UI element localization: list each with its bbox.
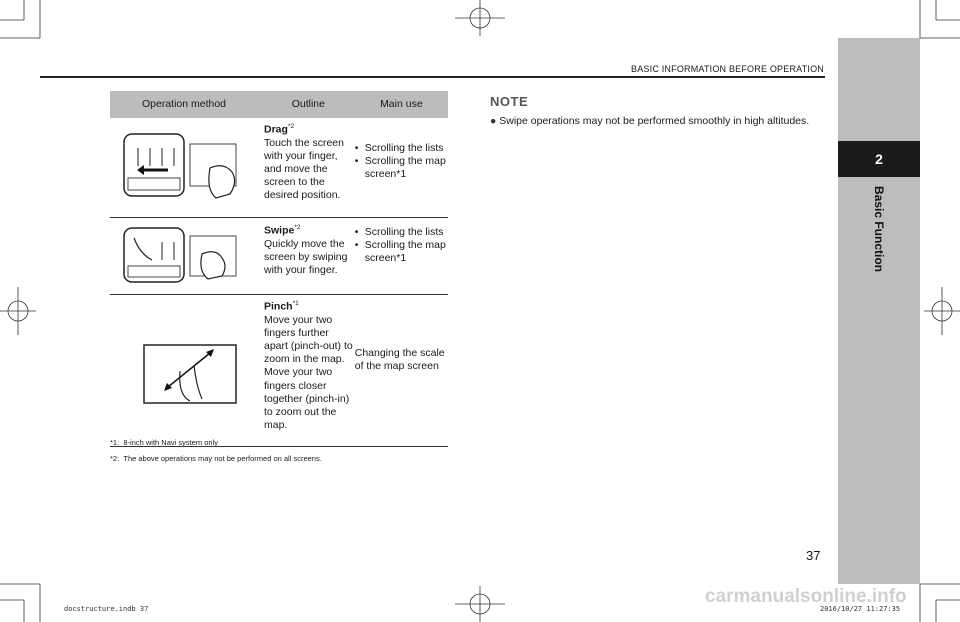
pinch-gesture-icon: [110, 295, 258, 447]
outline-text: Move your two fingers further apart (pinch-out) to zoom in the map. Move your two fingers closer together (pinch-in) to zoom out the map.: [264, 313, 353, 431]
main-use-cell: [353, 118, 448, 218]
col-header-method: Operation method: [110, 91, 258, 118]
drag-gesture-icon: [110, 118, 258, 218]
footnote-mark: *1:: [110, 438, 120, 447]
operations-table: [110, 91, 448, 447]
imprint-file: docstructure.indb 37: [64, 605, 149, 613]
note-bullet-icon: ●: [490, 115, 497, 127]
table-row: [110, 218, 448, 295]
table-header-row: [110, 91, 448, 118]
swipe-gesture-icon: [110, 218, 258, 295]
list-item: • Scrolling the lists: [354, 226, 444, 239]
footnote: [110, 454, 322, 463]
outline-cell: [258, 295, 353, 447]
footnote-mark: *2:: [110, 454, 120, 463]
outline-cell: [258, 218, 353, 295]
list-item: • Scrolling the map screen*1: [355, 239, 448, 265]
footnote-mark: *2: [294, 224, 301, 232]
col-header-main-use: Main use: [353, 91, 448, 118]
note-title: NOTE: [490, 94, 529, 109]
footnote-mark: *2: [287, 123, 295, 130]
operation-name: Pinch: [264, 300, 293, 313]
outline-cell: [258, 118, 353, 218]
footnote-text: The above operations may not be performed on all screens.: [123, 454, 322, 463]
table-row: [110, 295, 448, 447]
main-use-text: Scrolling the lists: [364, 142, 444, 154]
watermark: carmanualsonline.info: [705, 586, 907, 607]
footnote-text: 8-inch with Navi system only: [123, 438, 218, 447]
outline-text: Touch the screen with your finger, and move the screen to the desired position.: [264, 136, 344, 202]
main-use-text: Changing the scale of the map screen: [354, 347, 445, 373]
footnote-mark: *1: [292, 300, 299, 308]
main-use-text: Scrolling the map screen*1: [364, 239, 446, 265]
operation-name: Swipe: [264, 224, 295, 237]
outline-text: Quickly move the screen by swiping with your finger.: [264, 237, 348, 276]
note-text: Swipe operations may not be performed smoothly in high altitudes.: [499, 115, 810, 127]
col-header-outline: Outline: [258, 91, 353, 118]
header-title: BASIC INFORMATION BEFORE OPERATION: [631, 64, 824, 74]
main-use-text: Scrolling the lists: [364, 226, 444, 239]
list-item: • Scrolling the map screen*1: [355, 155, 448, 181]
imprint-timestamp: 2016/10/27 11:27:35: [820, 605, 901, 613]
side-tab-label: Basic Function: [872, 186, 886, 273]
note-item: [490, 115, 824, 129]
footnote: [110, 438, 218, 447]
main-use-cell: [353, 295, 448, 447]
header-rule: [40, 76, 825, 78]
operation-name: Drag: [264, 123, 288, 136]
page-number: 37: [806, 548, 821, 563]
main-use-cell: [353, 218, 448, 295]
side-tab: [838, 38, 920, 584]
side-tab-number: 2: [838, 141, 920, 177]
list-item: • Scrolling the lists: [354, 142, 444, 154]
table-row: [110, 118, 448, 218]
main-use-text: Scrolling the map screen*1: [364, 155, 446, 181]
